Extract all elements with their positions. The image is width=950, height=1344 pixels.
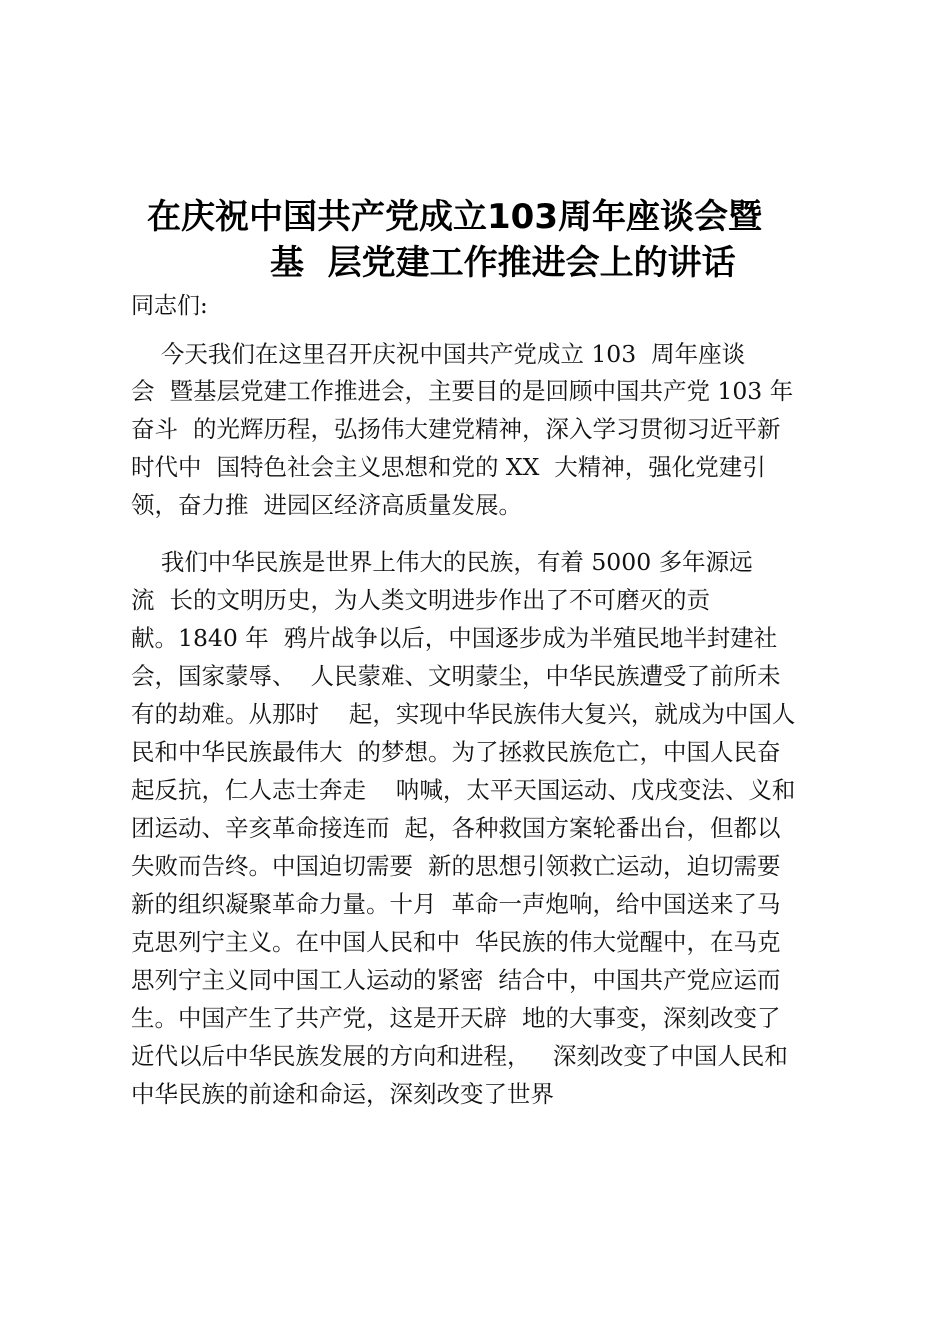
paragraph-line: 会 暨基层党建工作推进会，主要目的是回顾中国共产党 103 年 [131, 377, 794, 405]
paragraph-line: 民和中华民族最伟大 的梦想。为了拯救民族危亡，中国人民奋 [131, 738, 781, 766]
paragraph-line: 团运动、辛亥革命接连而 起，各种救国方案轮番出台，但都以 [131, 814, 781, 842]
document-title-line-1: 在庆祝中国共产党成立103周年座谈会暨 [147, 197, 762, 237]
document-title-line-2: 基 层党建工作推进会上的讲话 [270, 243, 736, 283]
paragraph-line: 我们中华民族是世界上伟大的民族，有着 5000 多年源远 [131, 548, 753, 576]
paragraph-line: 中华民族的前途和命运，深刻改变了世界 [131, 1080, 554, 1108]
greeting: 同志们: [131, 293, 208, 319]
paragraph-line: 思列宁主义同中国工人运动的紧密 结合中，中国共产党应运而 [131, 966, 781, 994]
paragraph-line: 献。1840 年 鸦片战争以后，中国逐步成为半殖民地半封建社 [131, 624, 778, 652]
paragraph-line: 流 长的文明历史，为人类文明进步作出了不可磨灭的贡 [131, 586, 710, 614]
paragraph-line: 近代以后中华民族发展的方向和进程， 深刻改变了中国人民和 [131, 1042, 788, 1070]
paragraph-line: 今天我们在这里召开庆祝中国共产党成立 103 周年座谈 [131, 340, 746, 368]
paragraph-line: 克思列宁主义。在中国人民和中 华民族的伟大觉醒中，在马克 [131, 928, 781, 956]
paragraph-line: 失败而告终。中国迫切需要 新的思想引领救亡运动，迫切需要 [131, 852, 781, 880]
paragraph-line: 奋斗 的光辉历程，弘扬伟大建党精神，深入学习贯彻习近平新 [131, 415, 781, 443]
paragraph-line: 会，国家蒙辱、 人民蒙难、文明蒙尘，中华民族遭受了前所未 [131, 662, 781, 690]
paragraph-line: 领，奋力推 进园区经济高质量发展。 [131, 491, 522, 519]
paragraph-line: 起反抗，仁人志士奔走 呐喊，太平天国运动、戊戌变法、义和 [131, 776, 796, 804]
paragraph-line: 生。中国产生了共产党，这是开天辟 地的大事变，深刻改变了 [131, 1004, 781, 1032]
paragraph-line: 时代中 国特色社会主义思想和党的 XX 大精神，强化党建引 [131, 453, 766, 481]
paragraph-line: 新的组织凝聚革命力量。十月 革命一声炮响，给中国送来了马 [131, 890, 781, 918]
paragraph-line: 有的劫难。从那时 起，实现中华民族伟大复兴，就成为中国人 [131, 700, 796, 728]
